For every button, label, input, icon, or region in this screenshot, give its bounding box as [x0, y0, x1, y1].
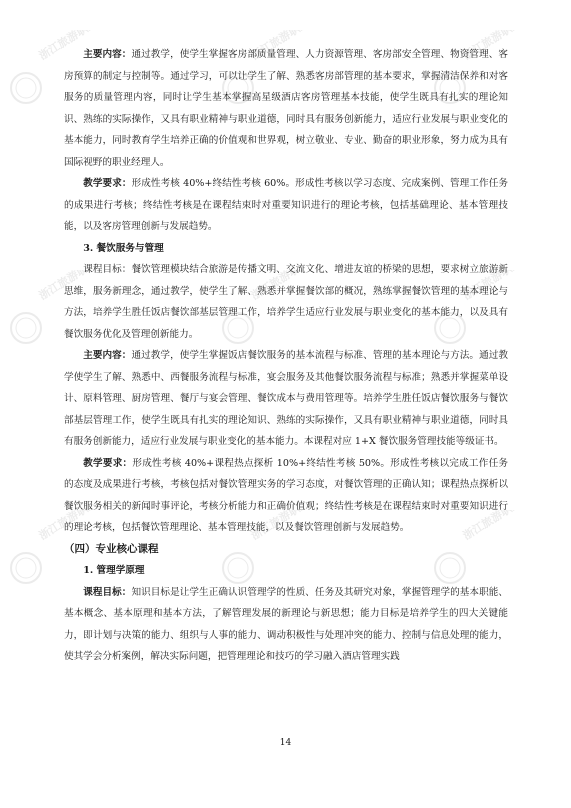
paragraph-text: 通过教学，使学生掌握客房部质量管理、人力资源管理、客房部安全管理、物资管理、客房预算的制定与控制等。通过学习，可以让学生了解、熟悉客房部管理的基本要求，掌握清洁保养和对客服务的质量管理内容，同时让学生基本掌握高星级酒店客房管理基本技能，使学生既具有扎实的理论知识、熟练的实际操作，又具有职业精神与职业道德，同时具有服务创新能力，适应行业发展与职业变化的基本能力，同时教育学生培养正确的价值观和世界观，树立敬业、专业、勤奋的职业形象，努力成为具有国际视野的职业经理人。: [64, 49, 508, 168]
seal-inner-ring: [16, 558, 36, 578]
paragraph-text: 形成性考核 40%+终结性考核 60%。形成性考核以学习态度、完成案例、管理工作任务的成果进行考核；终结性考核是在课程结束时对重要知识进行的理论考核，包括基础理论、基本管理技能，以及客房管理创新与发展趋势。: [64, 178, 508, 232]
watermark-calligraphy: 浙江旅游职业学院: [248, 30, 314, 63]
course-heading: 1. 管理学原理: [83, 565, 145, 576]
watermark-calligraphy: 浙江旅游职业学院: [248, 270, 314, 303]
paragraph: [64, 582, 508, 668]
watermark-calligraphy: 浙江旅游职业学院: [460, 510, 526, 543]
paragraph: [64, 453, 508, 539]
watermark-calligraphy: 浙江旅游职业学院: [36, 30, 102, 63]
paragraph-label: 教学要求：: [83, 178, 132, 189]
paragraph-label: 课程目标：: [83, 586, 132, 598]
paragraph-text: 知识目标是让学生正确认识管理学的性质、任务及其研究对象，掌握管理学的基本职能、基本概念、基本原理和基本方法，了解管理发展的新理论与新思想；能力目标是培养学生的四大关键能力，即计划与决策的能力、组织与人事的能力、调动积极性与处理冲突的能力、控制与信息处理的能力，使其学会分析案例，解决实际问题，把管理理论和技巧的学习融入酒店管理实践: [64, 586, 508, 662]
watermark-calligraphy: 浙江旅游职业学院: [36, 510, 102, 543]
document-body: [64, 44, 508, 668]
course-heading: 3. 餐饮服务与管理: [83, 242, 164, 254]
paragraph-label: 主要内容：: [83, 49, 132, 60]
paragraph-text: 形成性考核 40%+课程热点探析 10%+终结性考核 50%。形成性考核以完成工作任务的态度及成果进行考核，考核包括对餐饮管理实务的学习态度，对餐饮管理的正确认知；课程热点探析以餐饮服务相关的新闻时事评论，考核分析能力和正确价值观；终结性考核是在课程结束时对重要知识进行的理论考核，包括餐饮管理理论、基本管理技能，以及餐饮管理创新与发展趋势。: [64, 457, 509, 533]
watermark-calligraphy: 浙江旅游职业学院: [36, 270, 102, 303]
seal-inner-ring: [16, 78, 36, 98]
seal-inner-ring: [16, 318, 36, 338]
paragraph-label: 教学要求：: [83, 457, 133, 469]
paragraph-text: 通过教学，使学生掌握饭店餐饮服务的基本流程与标准、管理的基本理论与方法。通过教学使学生了解、熟悉中、西餐服务流程与标准，宴会服务及其他餐饮服务流程与标准；熟悉并掌握菜单设计、原料管理、厨房管理、餐厅与宴会管理、餐饮成本与费用管理等。培养学生胜任饭店餐饮服务与餐饮部基层管理工作，使学生既具有扎实的理论知识、熟练的实际操作，又具有职业精神与职业道德，同时具有服务创新能力，适应行业发展与职业变化的基本能力。本课程对应 1+X 餐饮服务管理技能等级证书。: [64, 350, 508, 447]
paragraph-text: 课程目标：餐饮管理模块结合旅游是传播文明、交流文化、增进友谊的桥梁的思想，要求树立旅游新思维，服务新理念，通过教学，使学生了解、熟悉并掌握餐饮部的概况，熟练掌握餐饮管理的基本理论与方法，培养学生胜任饭店餐饮部基层管理工作，培养学生适应行业发展与职业变化的基本能力，以及具有餐饮服务优化及管理创新能力。: [64, 264, 508, 340]
watermark-calligraphy: 浙江旅游职业学院: [248, 510, 314, 543]
paragraph-label: 主要内容：: [83, 350, 132, 361]
paragraph: [64, 259, 508, 345]
page-number: 14: [279, 738, 292, 748]
watermark-calligraphy: 浙江旅游职业学院: [460, 30, 526, 63]
paragraph: [64, 345, 508, 453]
watermark-calligraphy: 浙江旅游职业学院: [460, 270, 526, 303]
paragraph: [64, 44, 508, 173]
paragraph: [64, 173, 508, 238]
section-heading: （四）专业核心课程: [64, 542, 159, 555]
